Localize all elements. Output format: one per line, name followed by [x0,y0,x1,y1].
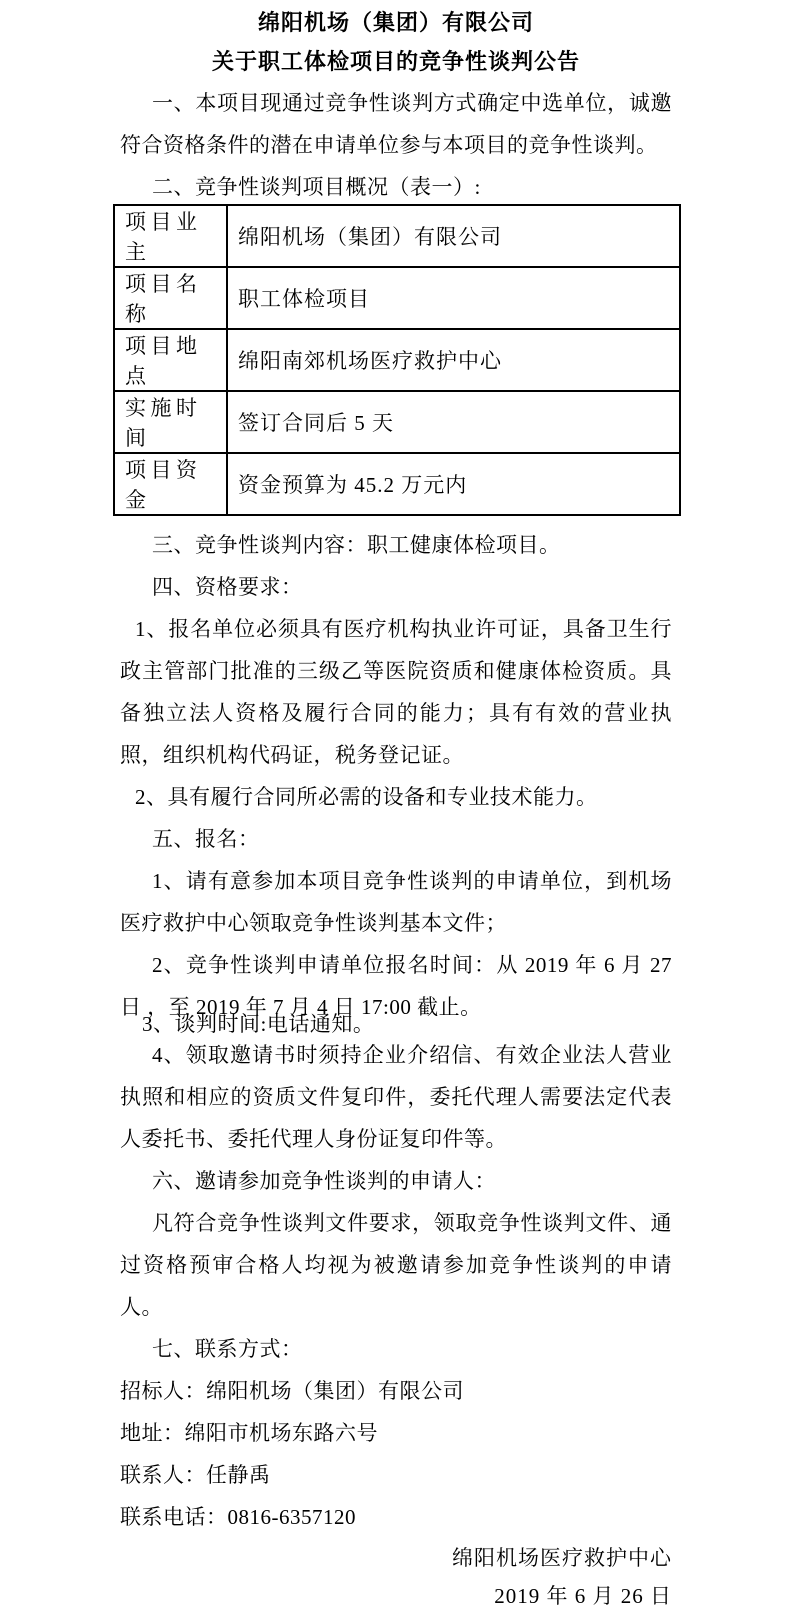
row-label: 项目地点 [114,329,227,391]
row-value: 职工体检项目 [227,267,680,329]
section-3-paragraph: 三、竞争性谈判内容：职工健康体检项目。 [152,533,561,557]
section-2-heading: 二、竞争性谈判项目概况（表一）: [152,175,481,199]
section-6-heading: 六、邀请参加竞争性谈判的申请人： [152,1169,496,1193]
section-4-heading: 四、资格要求： [152,575,303,599]
registration-item-3: 3、谈判时间:电话通知。 [142,1012,375,1036]
row-label: 项目业主 [114,205,227,267]
table-row [114,205,680,267]
table-row [114,267,680,329]
contact-address: 地址：绵阳市机场东路六号 [120,1421,378,1445]
row-value: 绵阳机场（集团）有限公司 [227,205,680,267]
contact-bidder: 招标人：绵阳机场（集团）有限公司 [120,1379,464,1403]
row-label: 项目名称 [114,267,227,329]
row-label: 实施时间 [114,391,227,453]
table-row [114,453,680,515]
section-6-paragraph: 凡符合竞争性谈判文件要求，领取竞争性谈判文件、通过资格预审合格人均视为被邀请参加竞争性谈判的申请人。 [120,1211,672,1319]
signature-date: 2019 年 6 月 26 日 [494,1584,672,1608]
row-value: 资金预算为 45.2 万元内 [227,453,680,515]
contact-person: 联系人：任静禹 [120,1463,271,1487]
section-5-heading: 五、报名： [152,827,260,851]
registration-item-2: 2、竞争性谈判申请单位报名时间：从 2019 年 6 月 27 日 ，至 2019 年 7 月 4 日 17:00 截止。 [120,953,672,1019]
row-label: 项目资金 [114,453,227,515]
row-value: 绵阳南郊机场医疗救护中心 [227,329,680,391]
qualification-item-1: 1、报名单位必须具有医疗机构执业许可证，具备卫生行政主管部门批准的三级乙等医院资质和健康体检资质。具备独立法人资格及履行合同的能力；具有有效的营业执照，组织机构代码证，税务登记证。 [120,617,672,767]
contact-phone: 联系电话：0816-6357120 [120,1505,356,1529]
section-1-paragraph: 一、本项目现通过竞争性谈判方式确定中选单位，诚邀符合资格条件的潜在申请单位参与本项目的竞争性谈判。 [120,91,672,157]
page-subtitle: 关于职工体检项目的竞争性谈判公告 [211,49,580,74]
row-value: 签订合同后 5 天 [227,391,680,453]
registration-item-4: 4、领取邀请书时须持企业介绍信、有效企业法人营业执照和相应的资质文件复印件，委托代理人需要法定代表人委托书、委托代理人身份证复印件等。 [120,1043,672,1151]
project-info-table [113,204,681,516]
qualification-item-2: 2、具有履行合同所必需的设备和专业技术能力。 [135,785,598,809]
section-7-heading: 七、联系方式： [152,1337,303,1361]
table-row [114,329,680,391]
page-title: 绵阳机场（集团）有限公司 [257,10,534,35]
signature-org: 绵阳机场医疗救护中心 [452,1546,672,1570]
registration-item-1: 1、请有意参加本项目竞争性谈判的申请单位，到机场医疗救护中心领取竞争性谈判基本文件； [120,869,672,935]
table-row [114,391,680,453]
